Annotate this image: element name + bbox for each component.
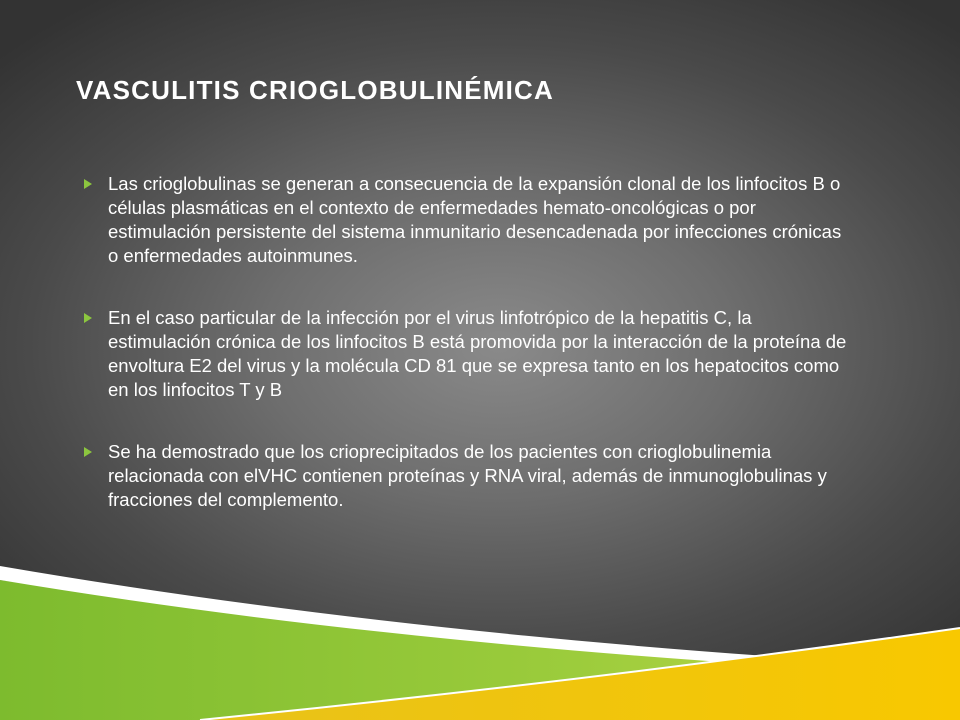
bullet-item-2: [84, 306, 854, 402]
slide-title: VASCULITIS CRIOGLOBULINÉMICA: [76, 75, 554, 105]
bullet-text: Las crioglobulinas se generan a consecuencia de la expansión clonal de los linfocitos B o células plasmáticas en el contexto de enfermedades hemato-oncológicas o por estimulación persistente del sistema inmunitario desencadenada por infecciones crónicas o enfermedades autoinmunes.: [108, 173, 842, 266]
triangle-right-icon: [84, 179, 92, 189]
bullet-item-1: [84, 172, 854, 268]
triangle-right-icon: [84, 447, 92, 457]
triangle-right-icon: [84, 313, 92, 323]
bullet-text: Se ha demostrado que los crioprecipitados de los pacientes con crioglobulinemia relacionada con elVHC contienen proteínas y RNA viral, además de inmunoglobulinas y fracciones del complemento.: [108, 441, 827, 510]
bullet-list: [84, 172, 854, 550]
bullet-text: En el caso particular de la infección por el virus linfotrópico de la hepatitis C, la estimulación crónica de los linfocitos B está promovida por la interacción de la proteína de envoltura E2 del virus y la molécula CD 81 que se expresa tanto en los hepatocitos como en los linfocitos T y B: [108, 307, 847, 400]
bullet-item-3: [84, 440, 854, 512]
